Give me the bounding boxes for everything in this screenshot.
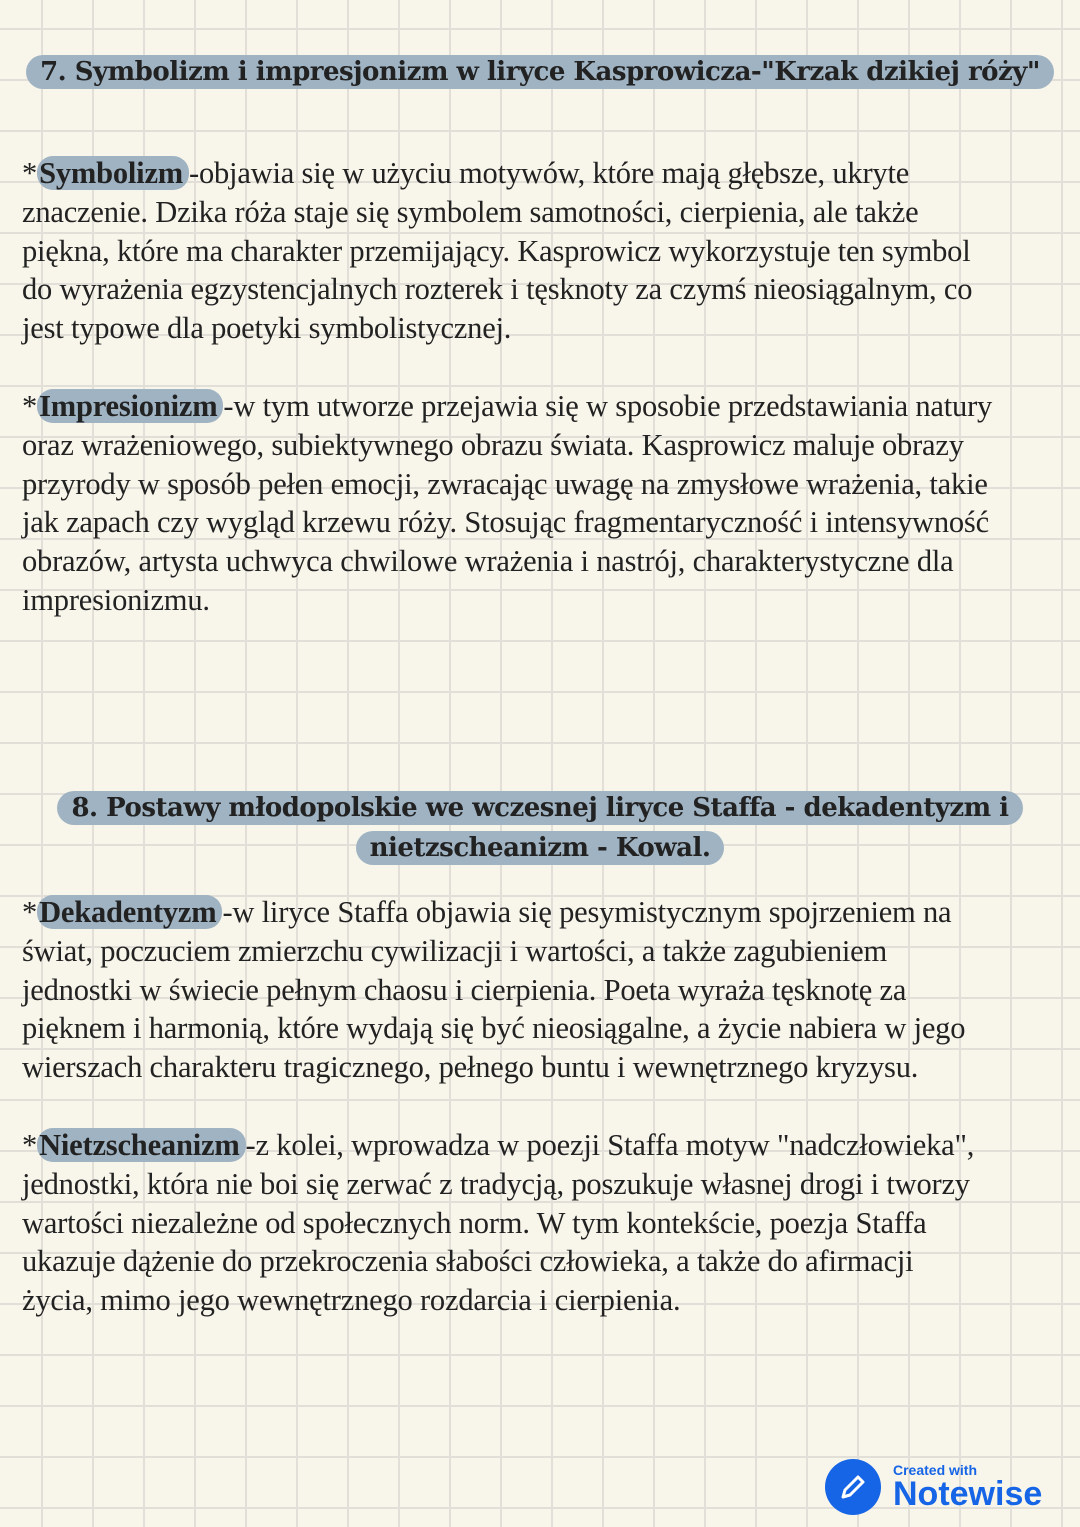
line-text: -w tym utworze przejawia się w sposobie przedstawiania natury [223,389,993,423]
paragraph-line [22,893,1072,932]
paragraph-line [22,309,1072,348]
line-text: świat, poczuciem zmierzchu cywilizacji i wartości, a także zagubieniem [22,933,888,968]
bullet-asterisk: * [22,895,38,929]
paragraph-line [22,971,1072,1010]
line-text: jak zapach czy wygląd krzewu róży. Stosując fragmentaryczność i intensywność [22,505,989,540]
paragraph-line [22,1165,1072,1204]
line-text: przyrody w sposób pełen emocji, zwracając uwagę na zmysłowe wrażenia, takie [22,466,988,501]
paragraph-line [22,1204,1072,1243]
bullet-asterisk: * [22,156,38,190]
highlighted-term: Nietzscheanizm [37,1128,245,1162]
section-7-heading: 7. Symbolizm i impresjonizm w liryce Kasprowicza-"Krzak dzikiej róży" [0,52,1080,92]
notewise-logo: Created with Notewise [825,1459,1042,1515]
line-text: jednostki, która nie boi się zerwać z tradycją, poszukuje własnej drogi i tworzy [22,1166,970,1201]
bullet-asterisk: * [22,389,38,423]
paragraph-line [22,503,1072,542]
line-text: -z kolei, wprowadza w poezji Staffa motyw "nadczłowieka", [245,1128,975,1162]
paragraph-line [22,1126,1072,1165]
paragraph-line [22,426,1072,465]
line-text: impresionizmu. [22,582,210,617]
paragraph-line [22,932,1072,971]
highlighted-term: Symbolizm [37,156,189,190]
paragraph-line [22,154,1072,193]
paragraph-line [22,1281,1072,1320]
line-text: pięknem i harmonią, które wydają się być nieosiągalne, a życie nabiera w jego [22,1011,966,1046]
line-text: -w liryce Staffa objawia się pesymistycznym spojrzeniem na [222,895,952,929]
paragraph-symbolizm [22,154,1072,348]
line-text: wierszach charakteru tragicznego, pełnego buntu i wewnętrznego kryzysu. [22,1050,919,1085]
paragraph-line [22,1048,1072,1087]
paragraph-dekadentyzm [22,893,1072,1087]
line-text: życia, mimo jego wewnętrznego rozdarcia i cierpienia. [22,1283,681,1318]
paragraph-line [22,1009,1072,1048]
line-text: oraz wrażeniowego, subiektywnego obrazu świata. Kasprowicz maluje obrazy [22,427,964,462]
paragraph-nietzscheanizm [22,1126,1072,1320]
paragraph-impresjonizm [22,387,1072,620]
line-text: do wyrażenia egzystencjalnych rozterek i tęsknoty za czymś nieosiągalnym, co [22,272,973,307]
line-text: znaczenie. Dzika róża staje się symbolem samotności, cierpienia, ale także [22,194,919,229]
line-text: wartości niezależne od społecznych norm. W tym kontekście, poezja Staffa [22,1205,927,1240]
line-text: jednostki w świecie pełnym chaosu i cierpienia. Poeta wyraża tęsknotę za [22,972,907,1007]
paragraph-line [22,193,1072,232]
pencil-icon [825,1459,881,1515]
highlighted-term: Dekadentyzm [37,895,222,929]
paragraph-line [22,465,1072,504]
line-text: piękna, które ma charakter przemijający. Kasprowicz wykorzystuje ten symbol [22,233,971,268]
line-text: -objawia się w użyciu motywów, które mają głębsze, ukryte [189,156,910,190]
line-text: jest typowe dla poetyki symbolistycznej. [22,311,512,346]
section-8-heading: 8. Postawy młodopolskie we wczesnej liryce Staffa - dekadentyzm i nietzscheanizm - Kowal. [0,788,1080,868]
highlighted-term: Impresionizm [37,389,223,423]
paragraph-line [22,387,1072,426]
paragraph-line [22,232,1072,271]
paragraph-line [22,270,1072,309]
paragraph-line [22,1242,1072,1281]
bullet-asterisk: * [22,1128,38,1162]
paragraph-line [22,581,1072,620]
line-text: obrazów, artysta uchwyca chwilowe wrażenia i nastrój, charakterystyczne dla [22,544,954,579]
line-text: ukazuje dążenie do przekroczenia słabości człowieka, a także do afirmacji [22,1244,914,1279]
paragraph-line [22,542,1072,581]
